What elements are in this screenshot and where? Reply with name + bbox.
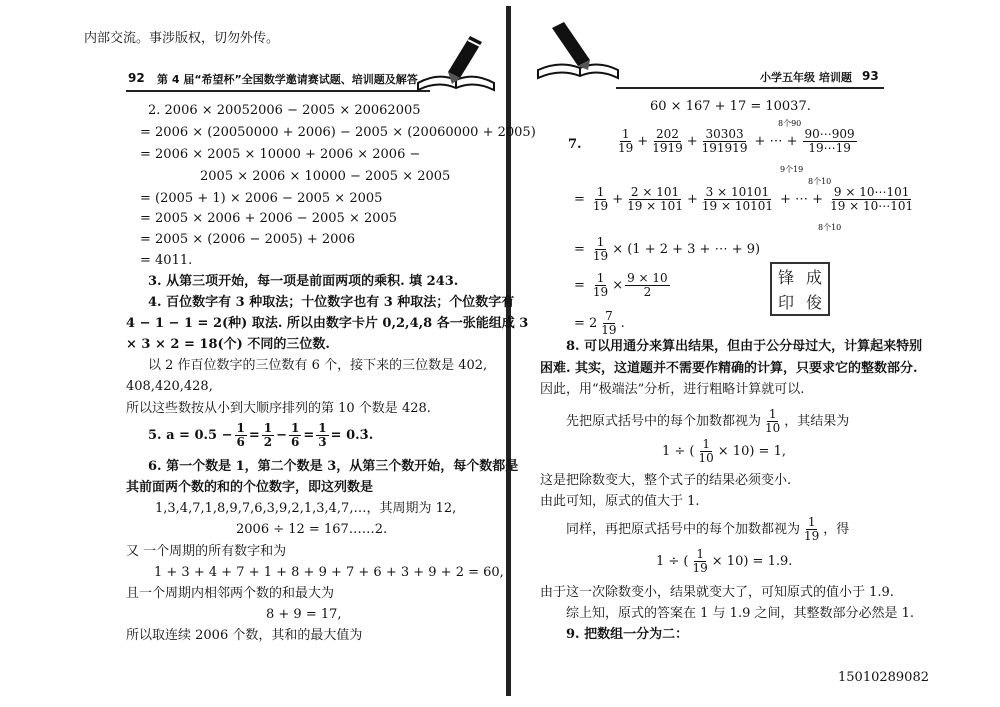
brace-label: 8个10 <box>808 177 832 186</box>
answer-9-line: 9. 把数组一分为二： <box>566 627 689 642</box>
fraction: $\frac{1}{3}$ <box>318 421 327 449</box>
answer-8-line: 这是把除数变大，整个式子的结果必须变小. <box>540 473 792 488</box>
answer-6-line: 2006 ÷ 12 = 167……2. <box>236 522 388 537</box>
q7-row2: = $\frac{1}{19}$ + $\frac{2 \times 101}{19 \times 101}$ + $\frac{3 \times 10101}{19 \times 10101}$ + ⋯ + $\frac{9 \times 10\cdots 101}{19 \times 10\cdots 101}$ <box>574 185 914 213</box>
answer-2-line: = (2005 + 1) × 2006 − 2005 × 2005 <box>140 191 383 206</box>
fraction: $\frac{1}{6}$ <box>236 421 245 449</box>
pen-book-icon <box>530 20 625 95</box>
right-top-line: 60 × 167 + 17 = 10037. <box>650 99 811 114</box>
left-header-rule <box>126 90 430 92</box>
answer-8-line: 因此，用“极端法”分析，进行粗略计算就可以. <box>540 382 805 397</box>
book-spine <box>506 6 511 696</box>
answer-6-line: 1 + 3 + 4 + 7 + 1 + 8 + 9 + 7 + 6 + 3 + 9 + 2 = 60, <box>154 565 504 580</box>
answer-4-line: 以 2 作百位数字的三位数有 6 个，接下来的三位数是 402, <box>148 358 488 373</box>
q7-row1: $\frac{1}{19}$ + $\frac{202}{1919}$ + $\frac{30303}{191919}$ + ⋯ + $\frac{90\cdots 909}{19\cdots 19}$ <box>618 127 855 155</box>
answer-6-line: 6. 第一个数是 1，第二个数是 3，从第三个数开始，每个数都是 <box>148 459 519 474</box>
answer-8-line: 先把原式括号中的每个加数都视为 $\frac{1}{10}$ ，其结果为 <box>566 407 850 435</box>
brace-label: 8个90 <box>778 119 802 128</box>
brace-label: 8个10 <box>818 223 842 232</box>
right-page-title: 小学五年级 培训题 <box>760 71 852 84</box>
answer-8-line: 由此可知，原式的值大于 1. <box>540 494 700 509</box>
answer-2-line: = 4011. <box>140 253 193 268</box>
q5-prefix: 5. a = 0.5 − <box>148 428 233 443</box>
watermark-text: 内部交流。事涉版权，切勿外传。 <box>84 31 280 46</box>
answer-8-line: 困难. 其实，这道题并不需要作精确的计算，只要求它的整数部分. <box>540 361 918 376</box>
answer-6-line: 且一个周期内相邻两个数的和最大为 <box>126 586 335 601</box>
answer-6-line: 所以取连续 2006 个数，其和的最大值为 <box>126 628 363 643</box>
answer-2-line: 2005 × 2006 × 10000 − 2005 × 2005 <box>200 169 451 184</box>
answer-8-line: 8. 可以用通分来算出结果，但由于公分母过大，计算起来特别 <box>566 339 923 354</box>
pen-book-icon <box>408 28 503 103</box>
answer-8-line: 由于这一次除数变小，结果就变大了，可知原式的值小于 1.9. <box>540 585 894 600</box>
answer-2-line: = 2005 × 2006 + 2006 − 2005 × 2005 <box>140 211 398 226</box>
q7-row4: = $\frac{1}{19}$ × $\frac{9 \times 10}{2}$ <box>574 271 668 299</box>
footer-code: 15010289082 <box>838 670 929 685</box>
answer-7-label: 7. <box>568 137 582 152</box>
answer-2-line: = 2005 × (2006 − 2005) + 2006 <box>140 232 355 247</box>
answer-6-line: 其前面两个数的和的个位数字，即这列数是 <box>126 480 374 495</box>
answer-4-line: 所以这些数按从小到大顺序排列的第 10 个数是 428. <box>126 401 431 416</box>
right-header-rule <box>616 87 884 89</box>
answer-5: 5. a = 0.5 − $\frac{1}{6}$ = $\frac{1}{2}$ − $\frac{1}{6}$ = $\frac{1}{3}$ = 0.3̇. <box>148 421 374 449</box>
answer-8-line: 综上知，原式的答案在 1 与 1.9 之间，其整数部分必然是 1. <box>566 606 915 621</box>
answer-2-line: 2. 2006 × 20052006 − 2005 × 20062005 <box>148 103 421 118</box>
fraction: $\frac{1}{6}$ <box>291 421 300 449</box>
answer-6-line: 8 + 9 = 17, <box>266 607 342 622</box>
seal-stamp: 锋 成 印 俊 <box>770 262 830 316</box>
answer-4-line: 408,420,428, <box>126 379 213 394</box>
answer-4-line: 4 − 1 − 1 = 2(种) 取法. 所以由数字卡片 0,2,4,8 各一张能组成 3 <box>126 316 529 331</box>
answer-4-line: 4. 百位数字有 3 种取法；十位数字也有 3 种取法；个位数字有 <box>148 295 515 310</box>
answer-3: 3. 从第三项开始，每一项是前面两项的乘积. 填 243. <box>148 274 459 289</box>
q8-equation-2: 1 ÷ ( $\frac{1}{19}$ × 10) = 1.9. <box>656 547 793 575</box>
answer-6-line: 1,3,4,7,1,8,9,7,6,3,9,2,1,3,4,7,…，其周期为 12, <box>155 501 457 516</box>
brace-label: 9个19 <box>780 165 804 174</box>
q7-row3: = $\frac{1}{19}$ × (1 + 2 + 3 + ⋯ + 9) <box>574 235 761 263</box>
answer-4-line: × 3 × 2 = 18(个) 不同的三位数. <box>126 337 330 352</box>
answer-6-line: 又 一个周期的所有数字和为 <box>126 544 287 559</box>
fraction: $\frac{1}{2}$ <box>263 421 273 449</box>
answer-2-line: = 2006 × 2005 × 10000 + 2006 × 2006 − <box>140 147 421 162</box>
answer-8-line: 同样，再把原式括号中的每个加数都视为 $\frac{1}{19}$ ，得 <box>566 515 850 543</box>
left-page-title: 第 4 届“希望杯”全国数学邀请赛试题、培训题及解答 <box>157 73 418 86</box>
q7-row5: = 2 $\frac{7}{19}$ . <box>574 309 625 337</box>
left-page-number: 92 <box>128 71 145 85</box>
right-page-number: 93 <box>862 69 879 83</box>
answer-2-line: = 2006 × (20050000 + 2006) − 2005 × (20060000 + 2005) <box>140 125 536 140</box>
q8-equation-1: 1 ÷ ( $\frac{1}{10}$ × 10) = 1, <box>662 437 786 465</box>
